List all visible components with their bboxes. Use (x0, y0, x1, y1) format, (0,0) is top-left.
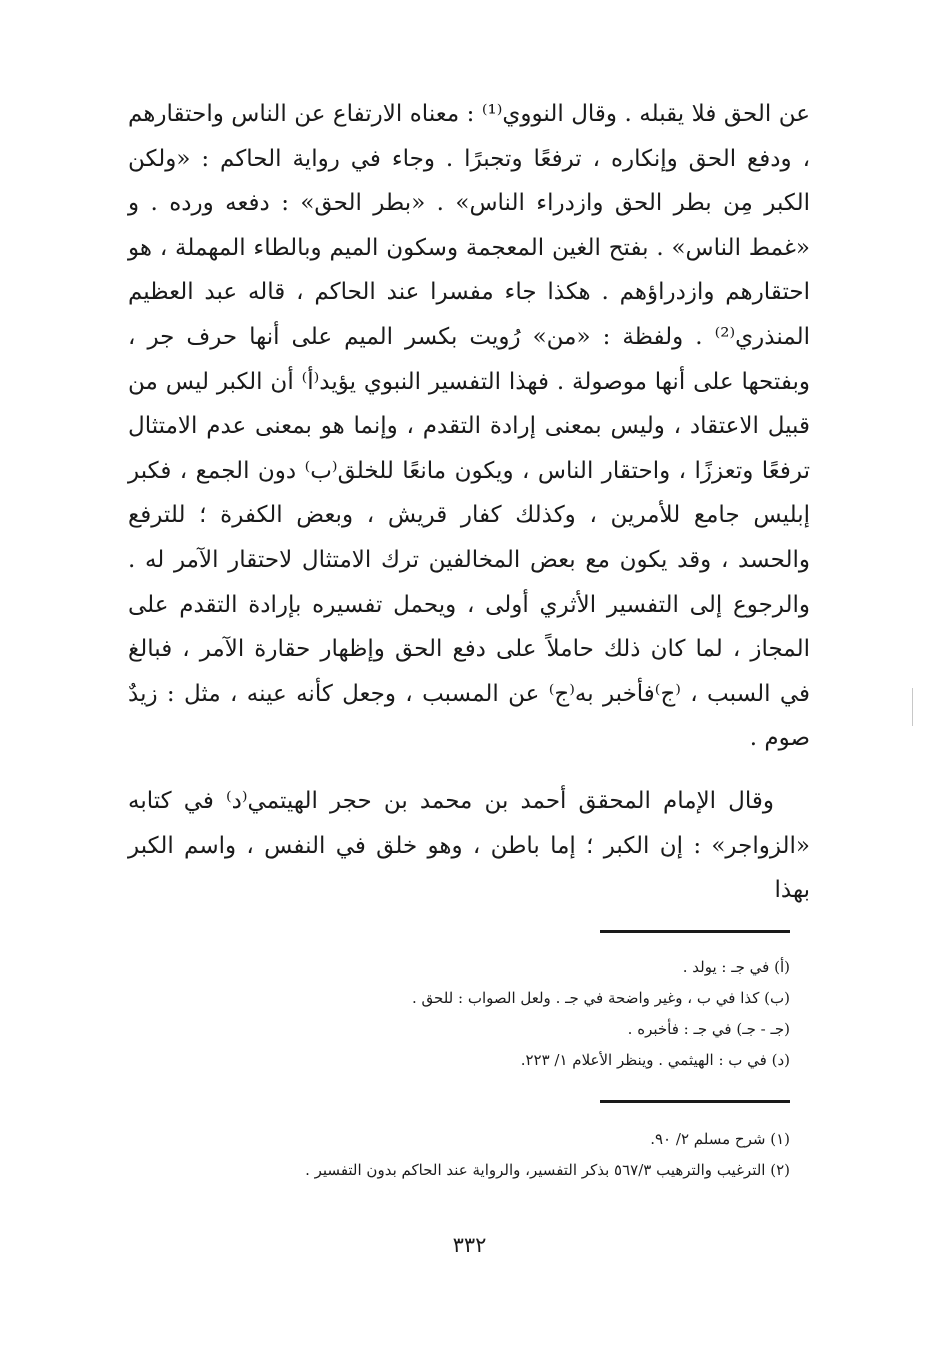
variant-note: (ب) كذا في ب ، وغير واضحة في جـ . ولعل الصواب : للحق . (411, 989, 790, 1007)
variant-notes-divider (600, 930, 790, 933)
variant-note: (جـ - جـ) في جـ : فأخبره . (627, 1020, 790, 1038)
scan-edge-mark (912, 688, 913, 726)
page-number: ٣٣٢ (452, 1233, 487, 1257)
main-text (128, 92, 810, 913)
source-note: (١) شرح مسلم ٢/ ٩٠. (650, 1130, 790, 1148)
source-notes-divider (600, 1100, 790, 1103)
variant-note: (أ) في جـ : يولد . (682, 958, 790, 976)
paragraph-1: عن الحق فلا يقبله . وقال النووي⁽¹⁾ : معناه الارتفاع عن الناس واحتقارهم ، ودفع الحق وإنكاره ، ترفعًا وتجبرًا . وجاء في رواية الحاكم : «ولكن الكبر مِن بطر الحق وازدراء الناس» . «بطر الحق» : دفعه ورده . و «غمط الناس» . بفتح الغين المعجمة وسكون الميم وبالطاء المهملة ، هو احتقارهم وازدراؤهم . هكذا جاء مفسرا عند الحاكم ، قاله عبد العظيم المنذري⁽²⁾ . ولفظة : «من» رُويت بكسر الميم على أنها حرف جر ، وبفتحها على أنها موصولة . فهذا التفسير النبوي يؤيد⁽أ⁾ أن الكبر ليس من قبيل الاعتقاد ، وليس بمعنى إرادة التقدم ، وإنما هو بمعنى عدم الامتثال ترفعًا وتعززًا ، واحتقار الناس ، ويكون مانعًا للخلق⁽ب⁾ دون الجمع ، فكبر إبليس جامع للأمرين ، وكذلك كفار قريش ، وبعض الكفرة ؛ للترفع والحسد ، وقد يكون مع بعض المخالفين ترك الامتثال لاحتقار الآمر له . والرجوع إلى التفسير الأثري أولى ، ويحمل تفسيره بإرادة التقدم على المجاز ، لما كان ذلك حاملاً على دفع الحق وإظهار حقارة الآمر ، فبالغ في السبب ، ⁽ج⁾فأخبر به⁽ج⁾ عن المسبب ، وجعل كأنه عينه ، مثل : زيدٌ صوم . (128, 101, 811, 752)
variant-notes (160, 952, 790, 1076)
paragraph-2: وقال الإمام المحقق أحمد بن محمد بن حجر الهيتمي⁽د⁾ في كتابه «الزواجر» : إن الكبر ؛ إما باطن ، وهو خلق في النفس ، واسم الكبر بهذا (128, 787, 810, 904)
source-note: (٢) الترغيب والترهيب ٥٦٧/٣ بذكر التفسير، والرواية عند الحاكم بدون التفسير . (305, 1161, 790, 1179)
source-notes (160, 1124, 790, 1186)
variant-note: (د) في ب : الهيثمي . وينظر الأعلام ١/ ٢٢٣. (520, 1051, 790, 1069)
